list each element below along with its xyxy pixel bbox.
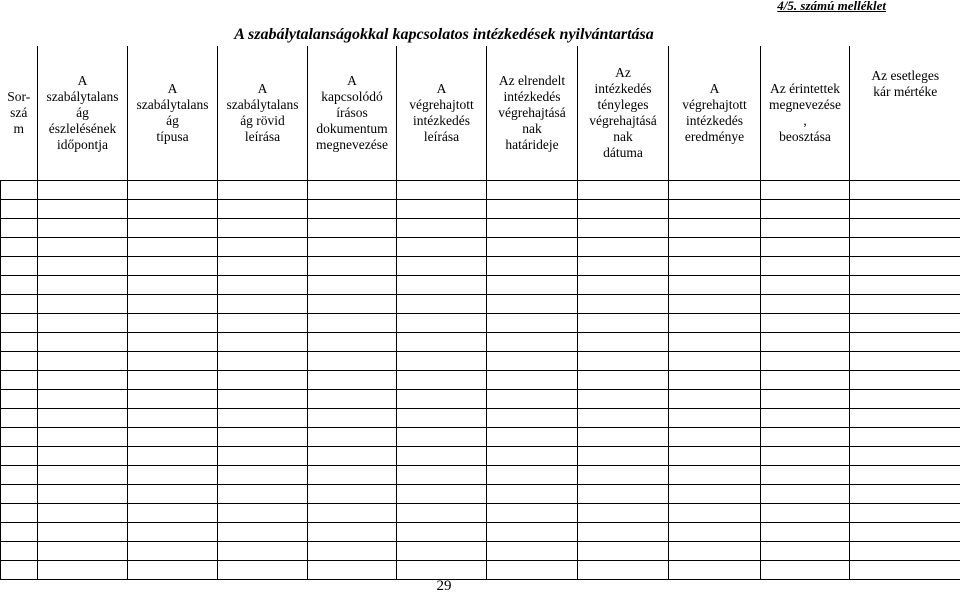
table-cell-kar_mertek[interactable] (850, 295, 960, 314)
table-cell-kar_mertek[interactable] (850, 257, 960, 276)
table-cell-dokumentum[interactable] (308, 542, 397, 561)
table-cell-tenyleges_datum[interactable] (578, 181, 669, 200)
table-row (1, 219, 960, 238)
table-cell-eredmeny[interactable] (669, 466, 761, 485)
table-cell-sorszam[interactable] (1, 238, 38, 257)
table-cell-eszleles_idopontja[interactable] (38, 352, 128, 371)
page-title: A szabálytalanságokkal kapcsolatos intézkedések nyilvántartása (0, 26, 888, 44)
table-cell-hatarido[interactable] (487, 561, 578, 580)
table-cell-tipus[interactable] (128, 447, 218, 466)
table-cell-rovid_leiras[interactable] (218, 219, 308, 238)
table-cell-tipus[interactable] (128, 409, 218, 428)
table-row (1, 485, 960, 504)
table-cell-hatarido[interactable] (487, 371, 578, 390)
table-cell-tipus[interactable] (128, 428, 218, 447)
table-cell-dokumentum[interactable] (308, 485, 397, 504)
table-row (1, 314, 960, 333)
table-cell-eszleles_idopontja[interactable] (38, 295, 128, 314)
table-cell-tipus[interactable] (128, 181, 218, 200)
table-cell-tenyleges_datum[interactable] (578, 314, 669, 333)
table-cell-intezkedes_leirasa[interactable] (397, 485, 487, 504)
table-cell-intezkedes_leirasa[interactable] (397, 561, 487, 580)
table-cell-hatarido[interactable] (487, 447, 578, 466)
table-cell-tenyleges_datum[interactable] (578, 238, 669, 257)
table-cell-eszleles_idopontja[interactable] (38, 314, 128, 333)
table-cell-rovid_leiras[interactable] (218, 504, 308, 523)
table-cell-tipus[interactable] (128, 561, 218, 580)
page-number: 29 (420, 578, 468, 595)
table-cell-rovid_leiras[interactable] (218, 466, 308, 485)
table-cell-tipus[interactable] (128, 485, 218, 504)
table-cell-eredmeny[interactable] (669, 219, 761, 238)
header-damage-amount: Az esetleges kár mértéke (850, 46, 960, 181)
table-row (1, 352, 960, 371)
table-cell-kar_mertek[interactable] (850, 371, 960, 390)
table-cell-kar_mertek[interactable] (850, 485, 960, 504)
table-cell-rovid_leiras[interactable] (218, 542, 308, 561)
table-row (1, 428, 960, 447)
table-cell-tenyleges_datum[interactable] (578, 200, 669, 219)
table-cell-tipus[interactable] (128, 238, 218, 257)
table-cell-eredmeny[interactable] (669, 542, 761, 561)
table-cell-eredmeny[interactable] (669, 200, 761, 219)
table-row (1, 333, 960, 352)
table-cell-dokumentum[interactable] (308, 428, 397, 447)
header-action-result: A végrehajtott intézkedés eredménye (669, 46, 761, 181)
table-cell-hatarido[interactable] (487, 390, 578, 409)
table-cell-rovid_leiras[interactable] (218, 485, 308, 504)
table-cell-kar_mertek[interactable] (850, 276, 960, 295)
table-cell-eszleles_idopontja[interactable] (38, 466, 128, 485)
table-cell-intezkedes_leirasa[interactable] (397, 390, 487, 409)
table-cell-eszleles_idopontja[interactable] (38, 542, 128, 561)
table-cell-erintettek[interactable] (761, 523, 850, 542)
table-row (1, 371, 960, 390)
table-cell-sorszam[interactable] (1, 390, 38, 409)
table-cell-eszleles_idopontja[interactable] (38, 447, 128, 466)
table-cell-sorszam[interactable] (1, 523, 38, 542)
table-cell-erintettek[interactable] (761, 542, 850, 561)
table-cell-tenyleges_datum[interactable] (578, 390, 669, 409)
table-cell-tenyleges_datum[interactable] (578, 504, 669, 523)
table-cell-kar_mertek[interactable] (850, 390, 960, 409)
table-cell-eszleles_idopontja[interactable] (38, 333, 128, 352)
table-cell-tenyleges_datum[interactable] (578, 333, 669, 352)
table-cell-sorszam[interactable] (1, 276, 38, 295)
annex-label: 4/5. számú melléklet (777, 0, 886, 14)
table-cell-hatarido[interactable] (487, 238, 578, 257)
table-cell-dokumentum[interactable] (308, 390, 397, 409)
table-cell-eszleles_idopontja[interactable] (38, 409, 128, 428)
table-cell-rovid_leiras[interactable] (218, 181, 308, 200)
table-cell-erintettek[interactable] (761, 428, 850, 447)
table-cell-rovid_leiras[interactable] (218, 238, 308, 257)
table-row (1, 447, 960, 466)
table-cell-rovid_leiras[interactable] (218, 314, 308, 333)
table-cell-intezkedes_leirasa[interactable] (397, 352, 487, 371)
table-cell-tenyleges_datum[interactable] (578, 371, 669, 390)
table-cell-hatarido[interactable] (487, 181, 578, 200)
header-serial-number: Sor- szá m (1, 46, 38, 181)
table-cell-erintettek[interactable] (761, 333, 850, 352)
table-cell-erintettek[interactable] (761, 352, 850, 371)
table-cell-eszleles_idopontja[interactable] (38, 181, 128, 200)
table-cell-sorszam[interactable] (1, 371, 38, 390)
table-cell-hatarido[interactable] (487, 409, 578, 428)
table-cell-kar_mertek[interactable] (850, 561, 960, 580)
table-cell-sorszam[interactable] (1, 181, 38, 200)
table-cell-kar_mertek[interactable] (850, 314, 960, 333)
table-row (1, 504, 960, 523)
table-cell-dokumentum[interactable] (308, 409, 397, 428)
table-cell-eredmeny[interactable] (669, 504, 761, 523)
header-detection-date: A szabálytalans ág észlelésének időpontja (38, 46, 128, 181)
table-cell-intezkedes_leirasa[interactable] (397, 219, 487, 238)
table-cell-eszleles_idopontja[interactable] (38, 238, 128, 257)
table-cell-intezkedes_leirasa[interactable] (397, 257, 487, 276)
table-cell-intezkedes_leirasa[interactable] (397, 409, 487, 428)
table-row (1, 181, 960, 200)
table-cell-erintettek[interactable] (761, 181, 850, 200)
table-cell-sorszam[interactable] (1, 257, 38, 276)
table-cell-erintettek[interactable] (761, 371, 850, 390)
header-row (1, 46, 960, 181)
table-cell-kar_mertek[interactable] (850, 504, 960, 523)
table-cell-tenyleges_datum[interactable] (578, 542, 669, 561)
table-cell-eredmeny[interactable] (669, 276, 761, 295)
table-cell-sorszam[interactable] (1, 504, 38, 523)
table-cell-eszleles_idopontja[interactable] (38, 523, 128, 542)
table-row (1, 276, 960, 295)
table-cell-rovid_leiras[interactable] (218, 257, 308, 276)
table-row (1, 257, 960, 276)
table-cell-rovid_leiras[interactable] (218, 390, 308, 409)
table-cell-erintettek[interactable] (761, 257, 850, 276)
table-cell-rovid_leiras[interactable] (218, 447, 308, 466)
table-cell-eszleles_idopontja[interactable] (38, 485, 128, 504)
table-cell-eszleles_idopontja[interactable] (38, 504, 128, 523)
header-deadline: Az elrendelt intézkedés végrehajtásá nak határideje (487, 46, 578, 181)
table-cell-hatarido[interactable] (487, 466, 578, 485)
table-cell-eredmeny[interactable] (669, 390, 761, 409)
table-cell-hatarido[interactable] (487, 219, 578, 238)
table-cell-hatarido[interactable] (487, 276, 578, 295)
table-cell-tipus[interactable] (128, 390, 218, 409)
table-cell-tipus[interactable] (128, 523, 218, 542)
table-cell-dokumentum[interactable] (308, 504, 397, 523)
header-actual-date: Az intézkedés tényleges végrehajtásá nak dátuma (578, 46, 669, 181)
table-cell-eredmeny[interactable] (669, 314, 761, 333)
table-cell-eredmeny[interactable] (669, 561, 761, 580)
table-cell-rovid_leiras[interactable] (218, 561, 308, 580)
table-cell-tipus[interactable] (128, 295, 218, 314)
table-cell-erintettek[interactable] (761, 276, 850, 295)
table-cell-eredmeny[interactable] (669, 181, 761, 200)
table-cell-tipus[interactable] (128, 542, 218, 561)
table-cell-erintettek[interactable] (761, 466, 850, 485)
table-cell-tenyleges_datum[interactable] (578, 276, 669, 295)
header-irregularity-type: A szabálytalans ág típusa (128, 46, 218, 181)
table-cell-rovid_leiras[interactable] (218, 371, 308, 390)
table-cell-intezkedes_leirasa[interactable] (397, 333, 487, 352)
table-cell-tipus[interactable] (128, 504, 218, 523)
table-cell-erintettek[interactable] (761, 295, 850, 314)
table-cell-dokumentum[interactable] (308, 333, 397, 352)
table-cell-rovid_leiras[interactable] (218, 352, 308, 371)
table-cell-sorszam[interactable] (1, 409, 38, 428)
table-cell-tipus[interactable] (128, 314, 218, 333)
table-row (1, 390, 960, 409)
table-cell-erintettek[interactable] (761, 504, 850, 523)
table-cell-tenyleges_datum[interactable] (578, 352, 669, 371)
table-cell-intezkedes_leirasa[interactable] (397, 295, 487, 314)
table-cell-dokumentum[interactable] (308, 314, 397, 333)
table-cell-rovid_leiras[interactable] (218, 276, 308, 295)
table-cell-kar_mertek[interactable] (850, 200, 960, 219)
table-cell-sorszam[interactable] (1, 428, 38, 447)
table-cell-tenyleges_datum[interactable] (578, 485, 669, 504)
table-cell-hatarido[interactable] (487, 257, 578, 276)
table-cell-sorszam[interactable] (1, 314, 38, 333)
table-cell-erintettek[interactable] (761, 238, 850, 257)
table-cell-kar_mertek[interactable] (850, 352, 960, 371)
table-cell-kar_mertek[interactable] (850, 333, 960, 352)
table-cell-eszleles_idopontja[interactable] (38, 276, 128, 295)
table-cell-eredmeny[interactable] (669, 295, 761, 314)
table-cell-tipus[interactable] (128, 200, 218, 219)
header-action-description: A végrehajtott intézkedés leírása (397, 46, 487, 181)
table-cell-sorszam[interactable] (1, 542, 38, 561)
table-cell-tipus[interactable] (128, 466, 218, 485)
table-cell-sorszam[interactable] (1, 485, 38, 504)
table-row (1, 295, 960, 314)
table-cell-dokumentum[interactable] (308, 523, 397, 542)
table-cell-eredmeny[interactable] (669, 447, 761, 466)
table-cell-tenyleges_datum[interactable] (578, 523, 669, 542)
table-cell-eredmeny[interactable] (669, 257, 761, 276)
table-cell-tipus[interactable] (128, 371, 218, 390)
table-cell-dokumentum[interactable] (308, 238, 397, 257)
table-cell-eszleles_idopontja[interactable] (38, 257, 128, 276)
table-cell-eredmeny[interactable] (669, 238, 761, 257)
table-cell-hatarido[interactable] (487, 200, 578, 219)
table-cell-intezkedes_leirasa[interactable] (397, 466, 487, 485)
table-row (1, 561, 960, 580)
table-row (1, 409, 960, 428)
table-cell-hatarido[interactable] (487, 504, 578, 523)
table-cell-eredmeny[interactable] (669, 352, 761, 371)
table-cell-kar_mertek[interactable] (850, 409, 960, 428)
table-cell-eszleles_idopontja[interactable] (38, 561, 128, 580)
table-cell-eszleles_idopontja[interactable] (38, 200, 128, 219)
table-cell-sorszam[interactable] (1, 352, 38, 371)
table-cell-kar_mertek[interactable] (850, 219, 960, 238)
table-cell-sorszam[interactable] (1, 447, 38, 466)
table-cell-dokumentum[interactable] (308, 447, 397, 466)
table-cell-intezkedes_leirasa[interactable] (397, 200, 487, 219)
table-cell-kar_mertek[interactable] (850, 238, 960, 257)
table-cell-eredmeny[interactable] (669, 371, 761, 390)
table-cell-kar_mertek[interactable] (850, 542, 960, 561)
table-cell-tipus[interactable] (128, 257, 218, 276)
table-cell-hatarido[interactable] (487, 428, 578, 447)
table-cell-dokumentum[interactable] (308, 561, 397, 580)
table-cell-eszleles_idopontja[interactable] (38, 428, 128, 447)
table-cell-dokumentum[interactable] (308, 276, 397, 295)
table-cell-eredmeny[interactable] (669, 409, 761, 428)
header-short-description: A szabálytalans ág rövid leírása (218, 46, 308, 181)
table-cell-sorszam[interactable] (1, 295, 38, 314)
table-cell-eredmeny[interactable] (669, 428, 761, 447)
table-row (1, 523, 960, 542)
table-row (1, 466, 960, 485)
table-cell-kar_mertek[interactable] (850, 181, 960, 200)
table-cell-tenyleges_datum[interactable] (578, 447, 669, 466)
table-cell-kar_mertek[interactable] (850, 523, 960, 542)
table-cell-tipus[interactable] (128, 333, 218, 352)
table-cell-dokumentum[interactable] (308, 219, 397, 238)
table-cell-erintettek[interactable] (761, 409, 850, 428)
table-cell-intezkedes_leirasa[interactable] (397, 238, 487, 257)
table-cell-dokumentum[interactable] (308, 466, 397, 485)
table-row (1, 238, 960, 257)
table-cell-hatarido[interactable] (487, 333, 578, 352)
table-cell-intezkedes_leirasa[interactable] (397, 276, 487, 295)
table-cell-tenyleges_datum[interactable] (578, 466, 669, 485)
table-cell-kar_mertek[interactable] (850, 466, 960, 485)
table-cell-rovid_leiras[interactable] (218, 200, 308, 219)
table-cell-eszleles_idopontja[interactable] (38, 219, 128, 238)
table-row (1, 542, 960, 561)
table-body (1, 181, 960, 580)
table-cell-dokumentum[interactable] (308, 200, 397, 219)
table-cell-erintettek[interactable] (761, 200, 850, 219)
table-cell-tenyleges_datum[interactable] (578, 561, 669, 580)
table-cell-rovid_leiras[interactable] (218, 523, 308, 542)
table-cell-sorszam[interactable] (1, 219, 38, 238)
table-cell-dokumentum[interactable] (308, 181, 397, 200)
table-cell-sorszam[interactable] (1, 466, 38, 485)
table-cell-eredmeny[interactable] (669, 523, 761, 542)
table-cell-rovid_leiras[interactable] (218, 295, 308, 314)
table-cell-erintettek[interactable] (761, 219, 850, 238)
table-cell-hatarido[interactable] (487, 295, 578, 314)
table-cell-rovid_leiras[interactable] (218, 333, 308, 352)
table-row (1, 200, 960, 219)
header-related-document: A kapcsolódó írásos dokumentum megnevezése (308, 46, 397, 181)
table-cell-dokumentum[interactable] (308, 371, 397, 390)
table-cell-eredmeny[interactable] (669, 485, 761, 504)
table-cell-tipus[interactable] (128, 352, 218, 371)
table-cell-eredmeny[interactable] (669, 333, 761, 352)
table-cell-erintettek[interactable] (761, 390, 850, 409)
table-cell-intezkedes_leirasa[interactable] (397, 504, 487, 523)
table-cell-erintettek[interactable] (761, 447, 850, 466)
table-cell-intezkedes_leirasa[interactable] (397, 371, 487, 390)
table-cell-intezkedes_leirasa[interactable] (397, 447, 487, 466)
table-cell-tenyleges_datum[interactable] (578, 428, 669, 447)
table-cell-hatarido[interactable] (487, 352, 578, 371)
table-cell-hatarido[interactable] (487, 542, 578, 561)
table-cell-hatarido[interactable] (487, 523, 578, 542)
table-cell-tipus[interactable] (128, 219, 218, 238)
table-cell-eszleles_idopontja[interactable] (38, 390, 128, 409)
table-cell-sorszam[interactable] (1, 333, 38, 352)
table-cell-intezkedes_leirasa[interactable] (397, 428, 487, 447)
table-cell-erintettek[interactable] (761, 561, 850, 580)
table-cell-sorszam[interactable] (1, 200, 38, 219)
table-cell-dokumentum[interactable] (308, 257, 397, 276)
table-cell-intezkedes_leirasa[interactable] (397, 314, 487, 333)
register-table (0, 46, 960, 580)
table-header (1, 46, 960, 181)
table-cell-kar_mertek[interactable] (850, 447, 960, 466)
table-cell-tenyleges_datum[interactable] (578, 409, 669, 428)
table-cell-erintettek[interactable] (761, 314, 850, 333)
table-cell-tenyleges_datum[interactable] (578, 257, 669, 276)
table-cell-hatarido[interactable] (487, 314, 578, 333)
table-cell-tenyleges_datum[interactable] (578, 219, 669, 238)
table-cell-dokumentum[interactable] (308, 295, 397, 314)
table-cell-rovid_leiras[interactable] (218, 409, 308, 428)
header-affected-persons: Az érintettek megnevezése , beosztása (761, 46, 850, 181)
table-cell-hatarido[interactable] (487, 485, 578, 504)
table-cell-tipus[interactable] (128, 276, 218, 295)
table-cell-intezkedes_leirasa[interactable] (397, 523, 487, 542)
table-cell-tenyleges_datum[interactable] (578, 295, 669, 314)
table-cell-intezkedes_leirasa[interactable] (397, 542, 487, 561)
table-cell-sorszam[interactable] (1, 561, 38, 580)
table-cell-eszleles_idopontja[interactable] (38, 371, 128, 390)
table-cell-intezkedes_leirasa[interactable] (397, 181, 487, 200)
table-cell-erintettek[interactable] (761, 485, 850, 504)
table-cell-kar_mertek[interactable] (850, 428, 960, 447)
table-cell-rovid_leiras[interactable] (218, 428, 308, 447)
table-cell-dokumentum[interactable] (308, 352, 397, 371)
